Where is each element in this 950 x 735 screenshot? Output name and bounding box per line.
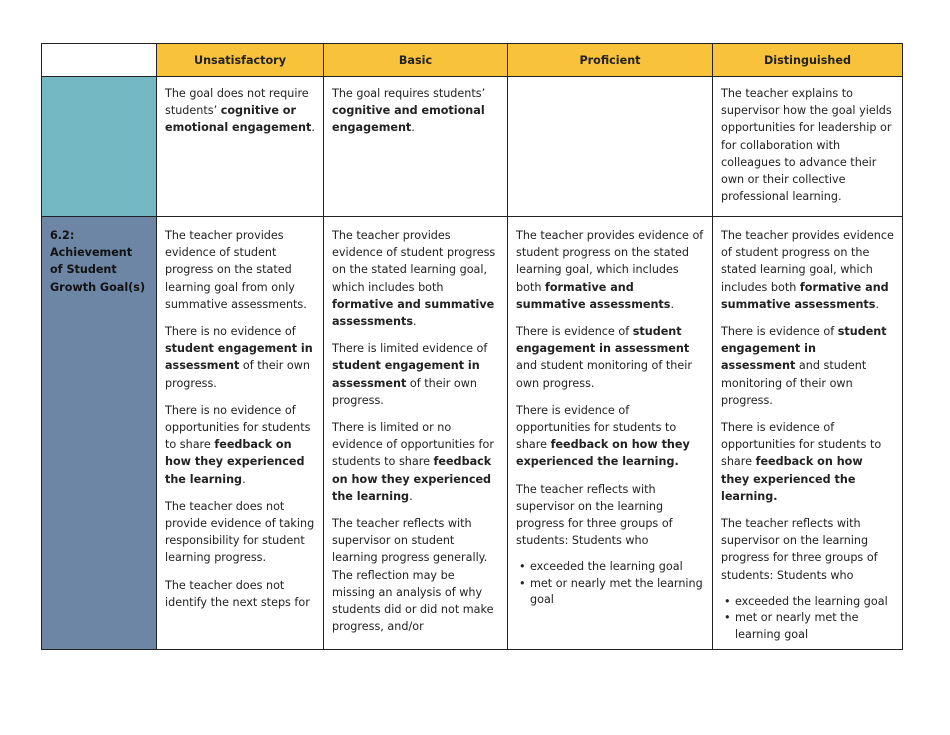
list-item: • met or nearly met the learning goal <box>735 610 894 643</box>
list-item: • exceeded the learning goal <box>530 559 704 576</box>
paragraph: There is evidence of student engagement in assessment and student monitoring of their own progress. <box>516 325 692 390</box>
paragraph: The teacher provides evidence of student progress on the stated learning goal from only summative assessments. <box>165 229 307 311</box>
paragraph: There is limited evidence of student engagement in assessment of their own progress. <box>332 342 488 407</box>
paragraph: The teacher provides evidence of student progress on the stated learning goal, which includes both formative and summative assessments. <box>516 229 704 311</box>
bullet-list <box>721 594 894 644</box>
paragraph: There is evidence of opportunities for students to share feedback on how they experienced the learning. <box>516 403 690 469</box>
header-basic: Basic <box>324 44 508 77</box>
header-proficient: Proficient <box>508 44 713 77</box>
rubric-row-goal <box>42 77 903 217</box>
header-distinguished: Distinguished <box>713 44 903 77</box>
cell-proficient <box>508 217 713 650</box>
bullet-list <box>516 559 704 609</box>
paragraph: There is evidence of student engagement in assessment and student monitoring of their own progress. <box>721 325 887 407</box>
paragraph: The teacher reflects with supervisor on student learning progress generally. The reflection may be missing an analysis of why students did or did not make progress, and/or <box>332 517 494 634</box>
paragraph: The teacher does not provide evidence of taking responsibility for student learning progress. <box>165 499 315 565</box>
paragraph: There is evidence of opportunities for students to share feedback on how they experienced the learning. <box>721 421 882 503</box>
cell-basic <box>324 217 508 650</box>
row-label-cell <box>42 77 157 217</box>
cell-basic: The goal requires students’ cognitive and emotional engagement. <box>324 77 508 217</box>
cell-unsatisfactory: The goal does not require students’ cognitive or emotional engagement. <box>157 77 324 217</box>
cell-unsatisfactory <box>157 217 324 650</box>
paragraph: There is no evidence of opportunities for students to share feedback on how they experienced the learning. <box>165 403 311 486</box>
header-blank <box>42 44 157 77</box>
paragraph: The teacher does not identify the next steps for <box>165 578 310 609</box>
header-unsatisfactory: Unsatisfactory <box>157 44 324 77</box>
cell-proficient <box>508 77 713 217</box>
paragraph: The teacher provides evidence of student progress on the stated learning goal, which includes both formative and summative assessments. <box>332 229 496 329</box>
cell-distinguished: The teacher explains to supervisor how the goal yields opportunities for leadership or for collaboration with colleagues to advance their own or their collective professional learning. <box>713 77 903 217</box>
paragraph: There is no evidence of student engagement in assessment of their own progress. <box>165 325 313 390</box>
header-row <box>42 44 903 77</box>
list-item: • exceeded the learning goal <box>735 594 894 611</box>
paragraph: The teacher provides evidence of student progress on the stated learning goal, which includes both formative and summative assessments. <box>721 229 894 311</box>
rubric-row-6-2 <box>42 217 903 650</box>
rubric-table <box>41 43 903 650</box>
paragraph: The teacher reflects with supervisor on the learning progress for three groups of students: Students who <box>721 517 878 582</box>
cell-distinguished <box>713 217 903 650</box>
paragraph: There is limited or no evidence of opportunities for students to share feedback on how they experienced the learning. <box>332 421 494 503</box>
list-item: • met or nearly met the learning goal <box>530 576 704 609</box>
row-label-6-2: 6.2: Achievement of Student Growth Goal(s) <box>42 217 157 650</box>
paragraph: The teacher reflects with supervisor on the learning progress for three groups of students: Students who <box>516 482 673 548</box>
